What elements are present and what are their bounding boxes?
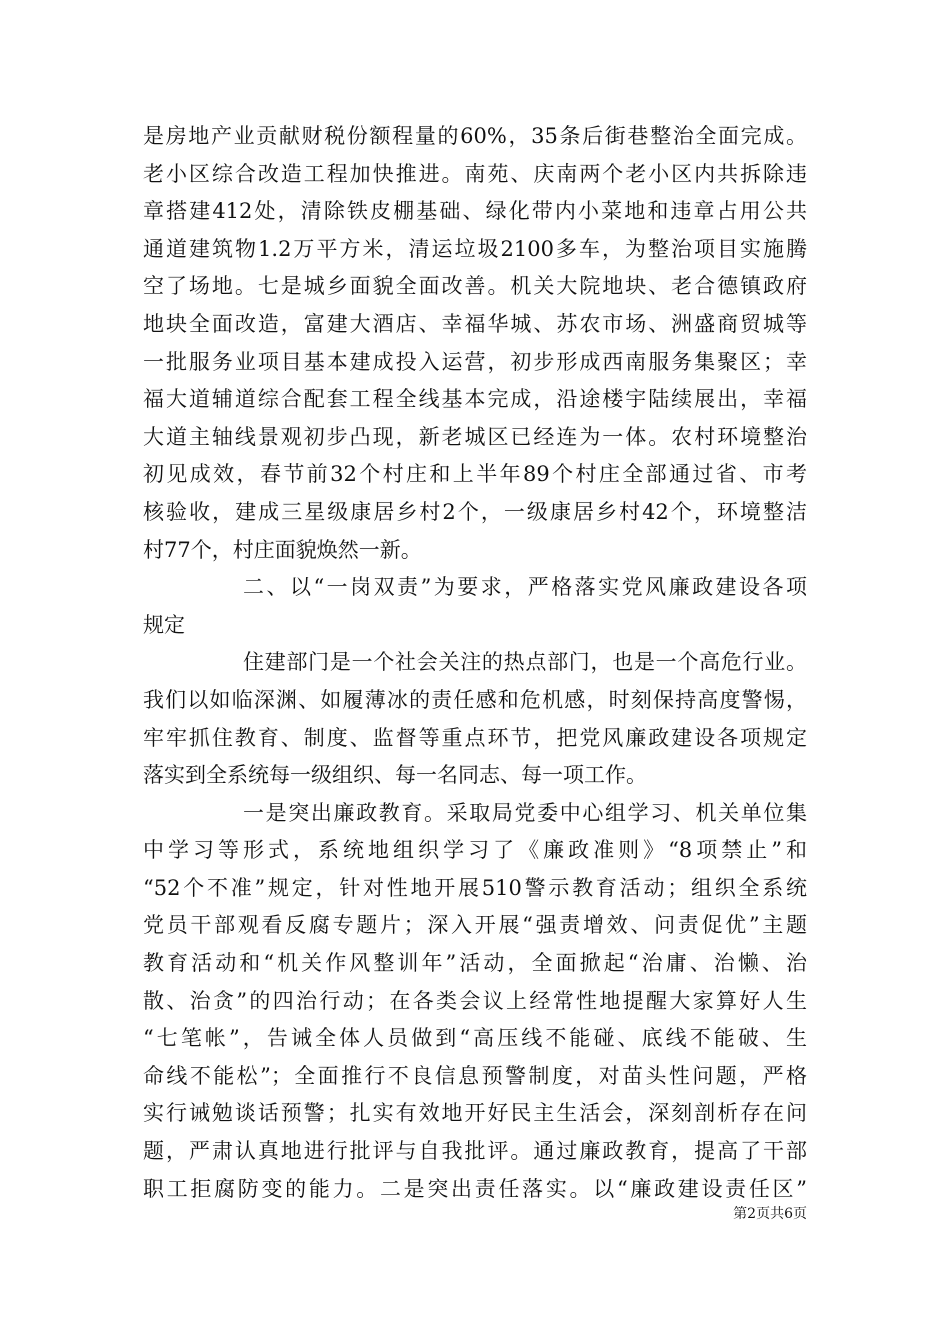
text-line: 初见成效，春节前32个村庄和上半年89个村庄全部通过省、市考 (143, 462, 807, 487)
text-line: 是房地产业贡献财税份额程量的60%，35条后街巷整治全面完成。 (143, 124, 807, 148)
text-line: 核验收，建成三星级康居乡村2个，一级康居乡村42个，环境整洁 (143, 499, 807, 524)
text-line: 命线不能松”；全面推行不良信息预警制度，对苗头性问题，严格 (143, 1063, 807, 1088)
document-body (143, 118, 807, 1208)
text-line: “七笔帐”，告诫全体人员做到“高压线不能碰、底线不能破、生 (143, 1026, 807, 1051)
text-line: 大道主轴线景观初步凸现，新老城区已经连为一体。农村环境整治 (143, 424, 807, 449)
text-line: 福大道辅道综合配套工程全线基本完成，沿途楼宇陆续展出，幸福 (143, 387, 807, 412)
text-line: 一批服务业项目基本建成投入运营，初步形成西南服务集聚区；幸 (143, 349, 807, 374)
text-line: 题，严肃认真地进行批评与自我批评。通过廉政教育，提高了干部 (143, 1139, 807, 1164)
text-line: 空了场地。七是城乡面貌全面改善。机关大院地块、老合德镇政府 (143, 274, 807, 299)
text-line: 老小区综合改造工程加快推进。南苑、庆南两个老小区内共拆除违 (143, 161, 807, 186)
text-line: 规定 (143, 612, 185, 637)
text-line: 二、以“一岗双责”为要求，严格落实党风廉政建设各项 (243, 575, 807, 600)
text-line: 通道建筑物1.2万平方米，清运垃圾2100多车，为整治项目实施腾 (143, 236, 807, 261)
text-line: 章搭建412处，清除铁皮棚基础、绿化带内小菜地和违章占用公共 (143, 199, 807, 224)
text-line: 实行诫勉谈话预警；扎实有效地开好民主生活会，深刻剖析存在问 (143, 1101, 807, 1126)
text-line: 村77个，村庄面貌焕然一新。 (143, 537, 422, 562)
text-line: “52个不准”规定，针对性地开展510警示教育活动；组织全系统 (143, 875, 807, 900)
text-line: 中学习等形式，系统地组织学习了《廉政准则》“8项禁止”和 (143, 838, 807, 863)
text-line: 一是突出廉政教育。采取局党委中心组学习、机关单位集 (243, 800, 807, 825)
text-line: 散、治贪”的四治行动；在各类会议上经常性地提醒大家算好人生 (143, 988, 807, 1013)
page-number: 第2页共6页 (733, 1206, 807, 1222)
text-line: 地块全面改造，富建大酒店、幸福华城、苏农市场、洲盛商贸城等 (143, 311, 807, 336)
text-line: 落实到全系统每一级组织、每一名同志、每一项工作。 (143, 763, 647, 788)
text-line: 我们以如临深渊、如履薄冰的责任感和危机感，时刻保持高度警惕， (143, 687, 807, 712)
text-line: 住建部门是一个社会关注的热点部门，也是一个高危行业。 (243, 650, 807, 675)
text-line: 职工拒腐防变的能力。二是突出责任落实。以“廉政建设责任区” (143, 1176, 807, 1201)
text-line: 牢牢抓住教育、制度、监督等重点环节，把党风廉政建设各项规定 (143, 725, 807, 750)
text-line: 教育活动和“机关作风整训年”活动，全面掀起“治庸、治懒、治 (143, 951, 807, 976)
text-line: 党员干部观看反腐专题片；深入开展“强责增效、问责促优”主题 (143, 913, 807, 938)
